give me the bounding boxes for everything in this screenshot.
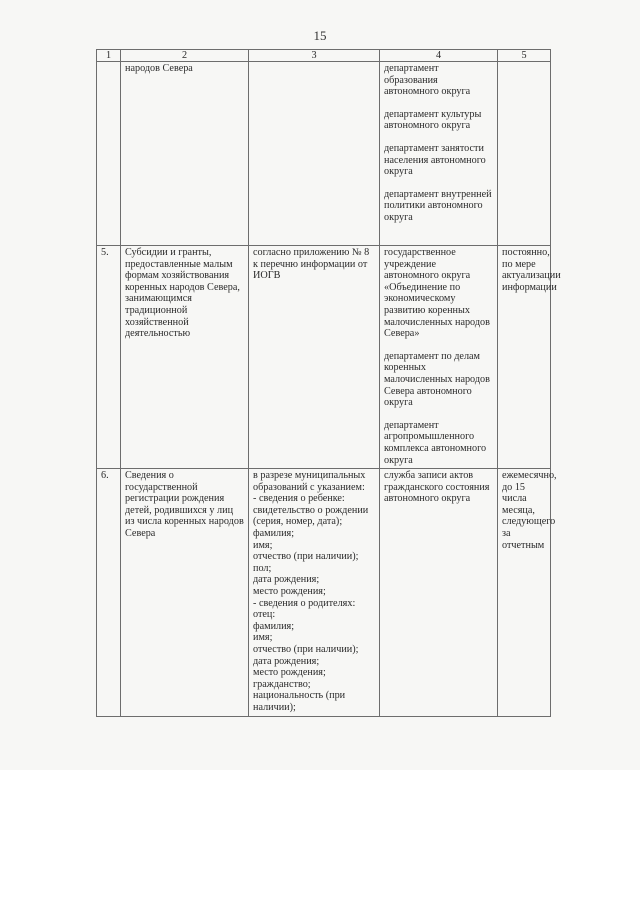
responsible-body: департамент культуры автономного округа [384, 108, 482, 132]
item-content [249, 62, 380, 246]
content-line: гражданство; [253, 678, 311, 690]
deadline: постоянно, по мере актуализации информации [498, 246, 551, 469]
content-line: имя; [253, 632, 273, 644]
item-name: Субсидии и гранты, предоставленные малым формам хозяйствования коренных народов Севера, занимающимся традиционной хозяйственной деятельностью [121, 246, 249, 469]
row-number: 5. [97, 246, 121, 469]
row-number [97, 62, 121, 246]
column-header-4: 4 [380, 50, 498, 62]
item-content: согласно приложению № 8 к перечню информации от ИОГВ [249, 246, 380, 469]
responsible-bodies [380, 62, 498, 246]
column-header-5: 5 [498, 50, 551, 62]
column-header-3: 3 [249, 50, 380, 62]
content-line: в разрезе муниципальных образований с указанием: [253, 470, 366, 493]
table-row [97, 246, 551, 469]
content-line: свидетельство о рождении (серия, номер, дата); [253, 504, 369, 528]
item-name: народов Севера [121, 62, 249, 246]
content-line: место рождения; [253, 586, 326, 598]
item-name: Сведения о государственной регистрации рождения детей, родившихся у лиц из числа коренных народов Севера [121, 469, 249, 716]
responsible-body: департамент агропромышленного комплекса автономного округа [384, 419, 487, 466]
content-line: - сведения о родителях: [253, 597, 356, 609]
responsible-bodies [380, 246, 498, 469]
content-line: - сведения о ребенке: [253, 493, 345, 505]
content-line: национальность (при наличии); [253, 690, 346, 713]
content-line: фамилия; [253, 528, 295, 540]
responsible-body: департамент образования автономного округа [384, 63, 471, 98]
row-number: 6. [97, 469, 121, 716]
responsible-body: служба записи актов гражданского состояния автономного округа [384, 470, 490, 505]
responsible-body: департамент по делам коренных малочисленных народов Севера автономного округа [384, 350, 490, 409]
column-header-2: 2 [121, 50, 249, 62]
table-row [97, 469, 551, 716]
responsible-body: департамент внутренней политики автономного округа [384, 188, 492, 223]
content-line: отчество (при наличии); [253, 551, 359, 563]
table-header-row [97, 50, 551, 62]
content-line: дата рождения; [253, 655, 320, 667]
info-table [96, 49, 561, 717]
item-content [249, 469, 380, 716]
content-line: дата рождения; [253, 574, 320, 586]
table-row [97, 62, 551, 246]
content-line: отчество (при наличии); [253, 644, 359, 655]
content-line: место рождения; [253, 667, 326, 679]
responsible-body: государственное учреждение автономного округа «Объединение по экономическому развитию коренных малочисленных народов Севера» [384, 247, 490, 340]
content-line: отец: [253, 609, 276, 621]
content-line: имя; [253, 539, 273, 551]
page-number: 15 [313, 28, 327, 43]
responsible-bodies [380, 469, 498, 716]
deadline [498, 62, 551, 246]
deadline: ежемесячно, до 15 числа месяца, следующего за отчетным [498, 469, 551, 716]
column-header-1: 1 [97, 50, 121, 62]
responsible-body: департамент занятости населения автономного округа [384, 142, 486, 178]
content-line: фамилия; [253, 620, 295, 632]
content-line: пол; [253, 562, 272, 574]
